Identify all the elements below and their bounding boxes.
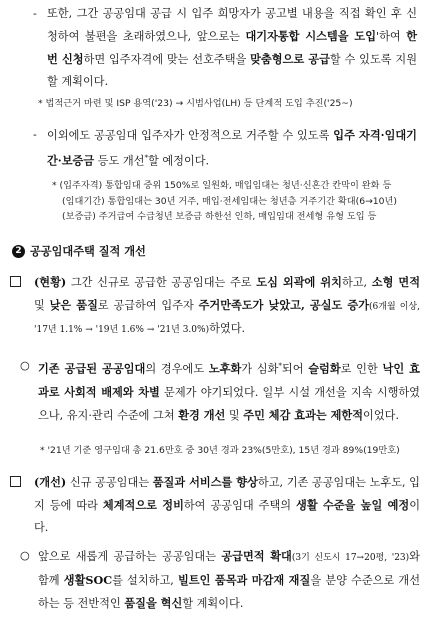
text-run: 이외에도 공공임대 입주자가 안정적으로 거주할 수 있도록: [47, 129, 334, 142]
text-run: 로 인한: [340, 362, 383, 376]
text-run: 및: [34, 299, 50, 312]
text-run: 을 분양 수준으로 개선하는 등 전반적인: [38, 574, 420, 610]
text-run: 하고, 기존 공공임대는 노후도, 입지 등에 따라: [34, 476, 420, 512]
text-run: 할 수 있도록 지원할 계획이다.: [47, 53, 417, 88]
bold-text: 체계적으로 정비: [102, 498, 184, 512]
paragraph-text: [38, 545, 420, 615]
square-bullet-icon: [10, 476, 21, 487]
bold-text: 맞춤형으로 공급: [250, 52, 330, 66]
bold-text: 주거만족도가 낮았고, 공실도 증가: [198, 298, 370, 312]
text-run: 등도 개선: [94, 154, 145, 168]
bold-text: 품질과 서비스를 향상: [152, 475, 258, 489]
text-run: 되어: [281, 362, 309, 376]
bold-text: (개선): [34, 475, 67, 489]
bold-text: 노후화: [208, 361, 242, 376]
text-run: 및: [225, 408, 244, 422]
bold-text: 생활 수준을 높일 예정: [296, 498, 410, 512]
paragraph-text: [47, 124, 417, 173]
paragraph-existing-rental: [20, 355, 420, 427]
text-run: 이다.: [34, 499, 421, 534]
dash-marker: -: [33, 128, 37, 141]
bold-text: 공급면적 확대: [221, 549, 292, 563]
paragraph-integrated-waiting-system: [33, 3, 417, 93]
text-run: 하여 공공임대 주택의: [183, 499, 297, 512]
bold-text: 환경 개선: [178, 407, 226, 422]
text-run: 그간 신규로 공급한 공공임대는 주로: [66, 276, 257, 289]
circle-marker: ○: [20, 549, 30, 562]
section-heading: [12, 243, 146, 259]
bold-text: 기존 공급된 공공임대: [38, 361, 146, 376]
text-run: 가 심화: [241, 362, 279, 376]
text-run: 의 경우에도: [145, 362, 209, 376]
small-text: (6개월 이상, '17년 1.1% → '19년 1.6% → '21년 3.0%): [34, 302, 420, 335]
text-run: 문제가 야기되었다. 일부 시설 개선을 지속 시행하였으나, 유지·관리 수준에 그쳐: [38, 385, 420, 422]
text-run: 또한, 그간 공공임대 공급 시 입주 희망자가 공고별 내용을 직접 확인 후 신청하여 불편을 초래하였으나, 앞으로는: [47, 7, 417, 43]
footnote-aging-stats: * '21년 기준 영구임대 총 21.6만호 중 30년 경과 23%(5만호), 15년 경과 89%(19만호): [40, 445, 400, 456]
bold-text: 주민 체감 효과는 제한적: [243, 407, 364, 422]
text-run: 신규 공공임대는: [66, 476, 153, 489]
footnote-line: (임대기간) 통합임대는 30년 거주, 매입·전세임대는 청년층 거주기간 확대(6→10년): [62, 195, 397, 207]
text-run: '하여: [376, 30, 407, 43]
footnote-eligibility-details: [52, 178, 424, 225]
circle-marker: ○: [20, 359, 30, 372]
section-title: 공공임대주택 질적 개선: [30, 245, 146, 258]
bold-text: (현황): [34, 275, 67, 289]
square-bullet-icon: [10, 276, 21, 287]
text-run: 를 설치하고,: [112, 574, 178, 587]
paragraph-text: [47, 3, 417, 93]
bold-text: 도심 외곽에 위치: [256, 275, 342, 289]
text-run: 하였다.: [209, 322, 246, 335]
text-run: 하면 입주자격에 맞는 선호주택을: [83, 53, 251, 66]
dash-marker: -: [33, 7, 37, 20]
bold-text: 품질을 혁신: [124, 596, 183, 610]
paragraph-current-status: [10, 271, 420, 341]
text-run: 할 계획이다.: [182, 597, 244, 610]
footnote-mark: *: [278, 362, 282, 370]
text-run: 할 예정이다.: [147, 154, 210, 168]
text-run: 로 공급하여 입주자: [97, 299, 199, 312]
bold-text: 대기자통합 시스템을 도입: [245, 29, 376, 43]
footnote-legal-basis: * 법적근거 마련 및 ISP 용역('23) → 시범사업(LH) 등 단계적 도입 추진('25~): [38, 98, 353, 109]
bold-text: 낙인 효과로 사회적 배제와 차별: [38, 361, 420, 399]
bold-text: 슬럼화: [308, 361, 341, 376]
text-run: 이었다.: [363, 408, 400, 422]
section-number-badge: 2: [12, 245, 25, 258]
bold-text: 생활SOC: [63, 573, 113, 587]
bold-text: 입주 자격·임대기간·보증금: [47, 128, 417, 168]
paragraph-improvement: [10, 471, 420, 539]
paragraph-new-supply-quality: [20, 545, 420, 615]
footnote-mark: *: [144, 154, 148, 162]
text-run: 하고,: [341, 276, 372, 289]
checkbox-marker: [10, 271, 34, 341]
checkbox-marker: [10, 471, 34, 539]
footnote-line: (보증금) 주거급여 수급청년 보증금 하한선 인하, 매입임대 전세형 유형 도입 등: [62, 211, 377, 222]
small-text: (3기 신도시 17→20평, '23): [291, 553, 410, 563]
text-run: 와 함께: [38, 550, 420, 587]
bold-text: 소형 면적: [371, 275, 421, 289]
text-run: 앞으로 새롭게 공급하는 공공임대는: [38, 550, 222, 563]
paragraph-text: [34, 471, 420, 539]
footnote-line: * (입주자격) 통합임대 중위 150%로 일원화, 매입임대는 청년·신혼간 칸막이 완화 등: [52, 180, 392, 191]
bold-text: 빌트인 품목과 마감재 재질: [177, 573, 311, 587]
paragraph-text: [34, 271, 420, 341]
bold-text: 낮은 품질: [49, 298, 98, 312]
paragraph-eligibility-improvement: [33, 124, 417, 173]
paragraph-text: [38, 355, 420, 427]
bold-text: 한 번 신청: [47, 29, 417, 66]
